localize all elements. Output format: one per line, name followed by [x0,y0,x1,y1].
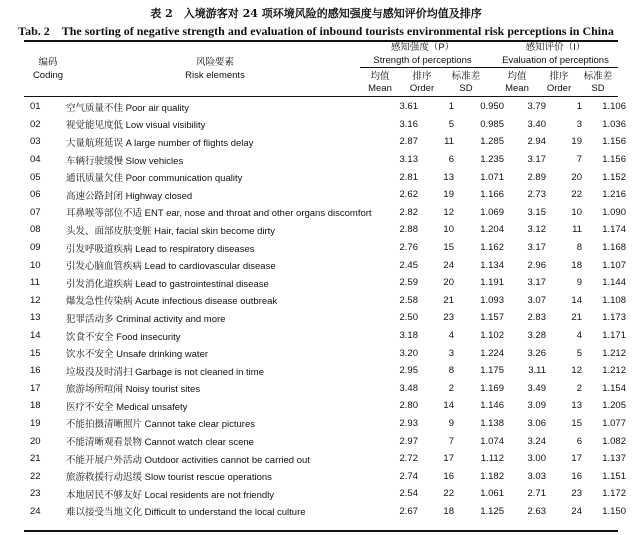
cell-code: 23 [30,488,41,500]
cell-evaluation-sd: 1.152 [602,171,626,183]
cell-evaluation-sd: 1.082 [602,435,626,447]
cell-risk-element: 本地居民不够友好 Local residents are not friendly [66,489,275,501]
table-number: Tab. 2 [18,24,50,38]
cell-strength-order: 3 [448,347,454,359]
cell-evaluation-mean: 3.11 [528,365,546,377]
cell-evaluation-mean: 3.17 [527,242,546,254]
cell-risk-element: 爆发急性传染病 Acute infectious disease outbreak [66,296,278,308]
cell-evaluation-mean: 3.12 [527,224,546,236]
cell-strength-sd: 1.134 [480,259,504,271]
cell-risk-element: 通讯质量欠佳 Poor communication quality [66,173,243,185]
risk-table-body [24,98,626,520]
header-evaluation-en: Evaluation of perceptions [502,55,609,66]
cell-strength-sd: 1.235 [480,154,504,166]
cell-evaluation-sd: 1.172 [602,488,626,500]
header-p-mean-zh: 均值 [370,71,390,82]
cell-evaluation-mean: 3.15 [527,206,546,218]
cell-evaluation-order: 3 [576,118,582,130]
table-row [24,362,626,380]
cell-code: 13 [30,312,41,324]
table-row [24,168,626,186]
cell-code: 16 [30,365,41,377]
cell-code: 20 [30,435,41,447]
cell-code: 06 [30,189,41,201]
cell-strength-mean: 3.48 [399,382,418,394]
cell-evaluation-sd: 1.107 [602,259,626,271]
cell-evaluation-mean: 3.24 [527,435,546,447]
cell-evaluation-mean: 2.73 [527,189,546,201]
cell-risk-element: 旅游场所喧闹 Noisy tourist sites [66,384,201,396]
cell-strength-order: 1 [448,101,454,113]
cell-code: 21 [30,453,41,465]
cell-strength-sd: 1.157 [480,312,504,324]
cell-risk-element: 耳鼻喉等部位不适 ENT ear, nose and throat and other organs discomfort [66,208,372,220]
header-i-mean-zh: 均值 [507,71,527,82]
cell-evaluation-mean: 3.79 [527,101,546,113]
table-row [24,485,626,503]
cell-strength-mean: 3.13 [399,154,418,166]
cell-evaluation-order: 16 [571,470,582,482]
cell-evaluation-order: 7 [576,154,582,166]
cell-evaluation-order: 4 [576,330,582,342]
cell-code: 08 [30,224,41,236]
cell-evaluation-order: 6 [576,435,582,447]
cell-strength-sd: 1.125 [480,505,504,517]
cell-strength-order: 10 [443,224,454,236]
cell-strength-order: 20 [443,277,454,289]
cell-strength-mean: 2.45 [399,259,418,271]
cell-risk-element: 引发呼吸道疾病 Lead to respiratory diseases [66,243,255,255]
table-title-en-text: The sorting of negative strength and evaluation of inbound tourists environmental risk perceptions in China [61,24,614,38]
cell-evaluation-mean: 2.89 [527,171,546,183]
cell-evaluation-order: 22 [571,189,582,201]
cell-evaluation-order: 15 [571,417,582,429]
cell-evaluation-sd: 1.171 [602,330,626,342]
cell-evaluation-order: 23 [571,488,582,500]
cell-strength-sd: 1.182 [480,470,504,482]
header-risk-en: Risk elements [185,70,245,81]
cell-strength-mean: 3.16 [399,118,418,130]
cell-risk-element: 饮食不安全 Food insecurity [66,331,181,343]
cell-strength-order: 11 [444,136,454,148]
cell-strength-sd: 1.071 [480,171,504,183]
cell-strength-sd: 1.069 [480,206,504,218]
cell-risk-element: 视觉能见度低 Low visual visibility [66,120,206,132]
cell-risk-element: 医疗不安全 Medical unsafety [66,401,188,413]
cell-strength-mean: 2.59 [399,277,418,289]
cell-evaluation-mean: 2.94 [527,136,546,148]
table-row [24,98,626,116]
cell-evaluation-mean: 3.28 [527,330,546,342]
cell-strength-mean: 2.95 [399,365,418,377]
cell-strength-sd: 1.224 [480,347,504,359]
table-row [24,239,626,257]
cell-risk-element: 难以接受当地文化 Difficult to understand the local culture [66,507,306,519]
cell-risk-element: 大量航班延误 A large number of flights delay [66,137,254,149]
cell-evaluation-mean: 3.49 [527,382,546,394]
cell-evaluation-mean: 2.83 [527,312,546,324]
header-p-sd-en: SD [459,83,473,94]
cell-evaluation-sd: 1.174 [602,224,626,236]
cell-risk-element: 不能开展户外活动 Outdoor activities cannot be carried out [66,454,310,466]
header-p-order-zh: 排序 [412,71,432,82]
cell-evaluation-sd: 1.150 [602,505,626,517]
cell-strength-order: 5 [448,118,454,130]
cell-strength-sd: 1.061 [480,488,504,500]
cell-evaluation-order: 21 [571,312,582,324]
cell-strength-sd: 1.112 [480,453,504,465]
cell-evaluation-sd: 1.216 [602,189,626,201]
cell-evaluation-sd: 1.137 [602,453,626,465]
cell-risk-element: 空气质量不佳 Poor air quality [66,102,190,114]
cell-evaluation-mean: 3.03 [527,470,546,482]
cell-strength-order: 19 [443,189,454,201]
cell-strength-mean: 2.72 [399,453,418,465]
header-p-mean-en: Mean [368,83,392,94]
header-i-order-en: Order [546,83,572,94]
cell-strength-sd: 1.285 [480,136,504,148]
cell-evaluation-order: 12 [571,365,582,377]
cell-evaluation-order: 14 [571,294,582,306]
cell-evaluation-mean: 3.00 [527,453,546,465]
table-row [24,380,626,398]
cell-evaluation-mean: 2.63 [527,505,546,517]
cell-risk-element: 不能拍摄清晰照片 Cannot take clear pictures [66,419,256,431]
cell-code: 10 [30,259,41,271]
cell-strength-sd: 1.166 [480,189,504,201]
cell-strength-sd: 0.950 [480,101,504,113]
cell-evaluation-sd: 1.151 [602,470,626,482]
cell-risk-element: 引发消化道疾病 Lead to gastrointestinal disease [66,278,269,290]
cell-evaluation-sd: 1.108 [602,294,626,306]
header-i-order-zh: 排序 [549,71,569,82]
table-row [24,116,626,134]
cell-strength-mean: 3.20 [399,347,418,359]
table-row [24,467,626,485]
cell-evaluation-mean: 3.17 [527,154,546,166]
cell-evaluation-mean: 3.07 [527,294,546,306]
cell-evaluation-mean: 3.40 [527,118,546,130]
table-row [24,344,626,362]
cell-risk-element: 车辆行驶缓慢 Slow vehicles [66,155,184,167]
table-row [24,292,626,310]
cell-strength-mean: 2.67 [399,505,418,517]
cell-strength-order: 6 [448,154,454,166]
cell-evaluation-sd: 1.156 [602,136,626,148]
cell-risk-element: 旅游救援行动迟缓 Slow tourist rescue operations [66,472,272,484]
cell-code: 07 [30,206,41,218]
cell-evaluation-order: 20 [571,171,582,183]
table-row [24,256,626,274]
cell-evaluation-sd: 1.212 [602,347,626,359]
cell-strength-mean: 2.58 [399,294,418,306]
header-i-sd-zh: 标准差 [583,71,613,82]
cell-strength-order: 22 [443,488,454,500]
cell-evaluation-sd: 1.168 [602,242,626,254]
header-p-sd-zh: 标准差 [451,71,481,82]
cell-strength-mean: 2.82 [399,206,418,218]
cell-strength-order: 7 [448,435,454,447]
cell-evaluation-sd: 1.036 [602,118,626,130]
cell-strength-sd: 1.162 [480,242,504,254]
cell-evaluation-order: 2 [576,382,582,394]
cell-strength-sd: 1.102 [480,330,504,342]
cell-strength-order: 16 [443,470,454,482]
cell-evaluation-order: 17 [571,453,582,465]
cell-code: 19 [30,417,41,429]
cell-strength-order: 17 [443,453,454,465]
cell-evaluation-sd: 1.156 [602,154,626,166]
cell-strength-mean: 3.61 [399,101,418,113]
cell-evaluation-order: 1 [576,101,582,113]
cell-code: 22 [30,470,41,482]
cell-strength-mean: 2.74 [399,470,418,482]
header-i-sd-en: SD [591,83,605,94]
cell-evaluation-mean: 2.71 [527,488,546,500]
cell-risk-element: 饮水不安全 Unsafe drinking water [66,349,209,361]
cell-evaluation-mean: 3.26 [527,347,546,359]
cell-strength-sd: 1.204 [480,224,504,236]
cell-evaluation-order: 9 [576,277,582,289]
table-row [24,309,626,327]
cell-evaluation-sd: 1.205 [602,400,626,412]
cell-strength-order: 12 [443,206,454,218]
cell-strength-order: 13 [443,171,454,183]
table-row [24,204,626,222]
cell-evaluation-order: 5 [576,347,582,359]
header-p-order-en: Order [409,83,435,94]
cell-strength-mean: 2.80 [399,400,418,412]
table-row [24,432,626,450]
table-row [24,151,626,169]
cell-evaluation-sd: 1.212 [602,365,626,377]
cell-strength-order: 21 [443,294,454,306]
cell-strength-sd: 1.146 [480,400,504,412]
cell-evaluation-sd: 1.090 [602,206,626,218]
header-strength-en: Strength of perceptions [373,55,472,66]
cell-strength-mean: 2.87 [399,136,418,148]
cell-risk-element: 头发、面部皮肤变脏 Hair, facial skin become dirty [66,225,276,237]
cell-strength-order: 15 [443,242,454,254]
header-i-mean-en: Mean [505,83,529,94]
cell-evaluation-order: 10 [571,206,582,218]
cell-strength-sd: 1.191 [480,277,504,289]
cell-strength-order: 8 [448,365,454,377]
cell-strength-order: 18 [443,505,454,517]
cell-code: 03 [30,136,41,148]
cell-evaluation-mean: 2.96 [527,259,546,271]
cell-code: 15 [30,347,41,359]
table-row [24,186,626,204]
cell-evaluation-sd: 1.106 [602,101,626,113]
cell-strength-order: 4 [448,330,454,342]
cell-evaluation-mean: 3.06 [527,417,546,429]
cell-evaluation-mean: 3.09 [527,400,546,412]
bottom-rule [24,530,618,532]
cell-strength-sd: 0.985 [480,118,504,130]
cell-strength-mean: 2.81 [399,171,418,183]
cell-code: 18 [30,400,41,412]
cell-evaluation-order: 13 [571,400,582,412]
cell-strength-order: 9 [448,417,454,429]
cell-strength-mean: 2.50 [399,312,418,324]
cell-strength-mean: 3.18 [399,330,418,342]
cell-strength-sd: 1.138 [480,417,504,429]
cell-strength-sd: 1.093 [480,294,504,306]
cell-strength-order: 23 [443,312,454,324]
cell-code: 17 [30,382,41,394]
table-row [24,397,626,415]
table-row [24,327,626,345]
cell-code: 12 [30,294,41,306]
cell-strength-mean: 2.62 [399,189,418,201]
header-coding-zh: 编码 [38,57,58,68]
cell-evaluation-sd: 1.144 [602,277,626,289]
cell-code: 04 [30,154,41,166]
table-title-en [0,24,632,39]
table-row [24,274,626,292]
table-row [24,133,626,151]
cell-code: 01 [30,101,41,113]
cell-code: 14 [30,330,41,342]
cell-risk-element: 垃圾没及时清扫 Garbage is not cleaned in time [66,366,264,378]
cell-evaluation-order: 11 [572,224,582,236]
cell-evaluation-sd: 1.173 [602,312,626,324]
cell-strength-order: 2 [448,382,454,394]
cell-evaluation-order: 19 [571,136,582,148]
cell-risk-element: 犯罪活动多 Criminal activity and more [66,313,226,325]
cell-code: 05 [30,171,41,183]
cell-evaluation-sd: 1.077 [602,417,626,429]
cell-risk-element: 不能清晰观看景物 Cannot watch clear scene [66,437,254,449]
header-strength-zh: 感知强度（P） [390,42,455,53]
cell-code: 02 [30,118,41,130]
cell-strength-mean: 2.88 [399,224,418,236]
table-row [24,415,626,433]
group-header-rule [360,67,618,68]
cell-risk-element: 引发心脑血管疾病 Lead to cardiovascular disease [66,261,276,273]
cell-evaluation-order: 24 [571,505,582,517]
cell-code: 09 [30,242,41,254]
header-evaluation-zh: 感知评价（I） [525,42,586,53]
cell-strength-mean: 2.93 [399,417,418,429]
cell-code: 11 [30,277,40,289]
cell-risk-element: 高速公路封闭 Highway closed [66,190,193,202]
cell-strength-mean: 2.97 [399,435,418,447]
table-title-zh: 表 2 入境游客对 24 项环境风险的感知强度与感知评价均值及排序 [150,7,482,20]
cell-strength-mean: 2.76 [399,242,418,254]
cell-evaluation-order: 8 [576,242,582,254]
cell-strength-sd: 1.074 [480,435,504,447]
cell-strength-sd: 1.175 [480,365,504,377]
header-risk-zh: 风险要素 [195,57,234,68]
header-bottom-rule [24,96,618,97]
cell-evaluation-sd: 1.154 [602,382,626,394]
cell-evaluation-order: 18 [571,259,582,271]
table-row [24,221,626,239]
cell-evaluation-mean: 3.17 [527,277,546,289]
table-row [24,450,626,468]
cell-strength-mean: 2.54 [399,488,418,500]
table-row [24,503,626,521]
cell-strength-sd: 1.169 [480,382,504,394]
risk-table [24,98,626,520]
header-coding-en: Coding [32,70,64,81]
cell-strength-order: 14 [443,400,454,412]
cell-strength-order: 24 [443,259,454,271]
cell-code: 24 [30,505,41,517]
